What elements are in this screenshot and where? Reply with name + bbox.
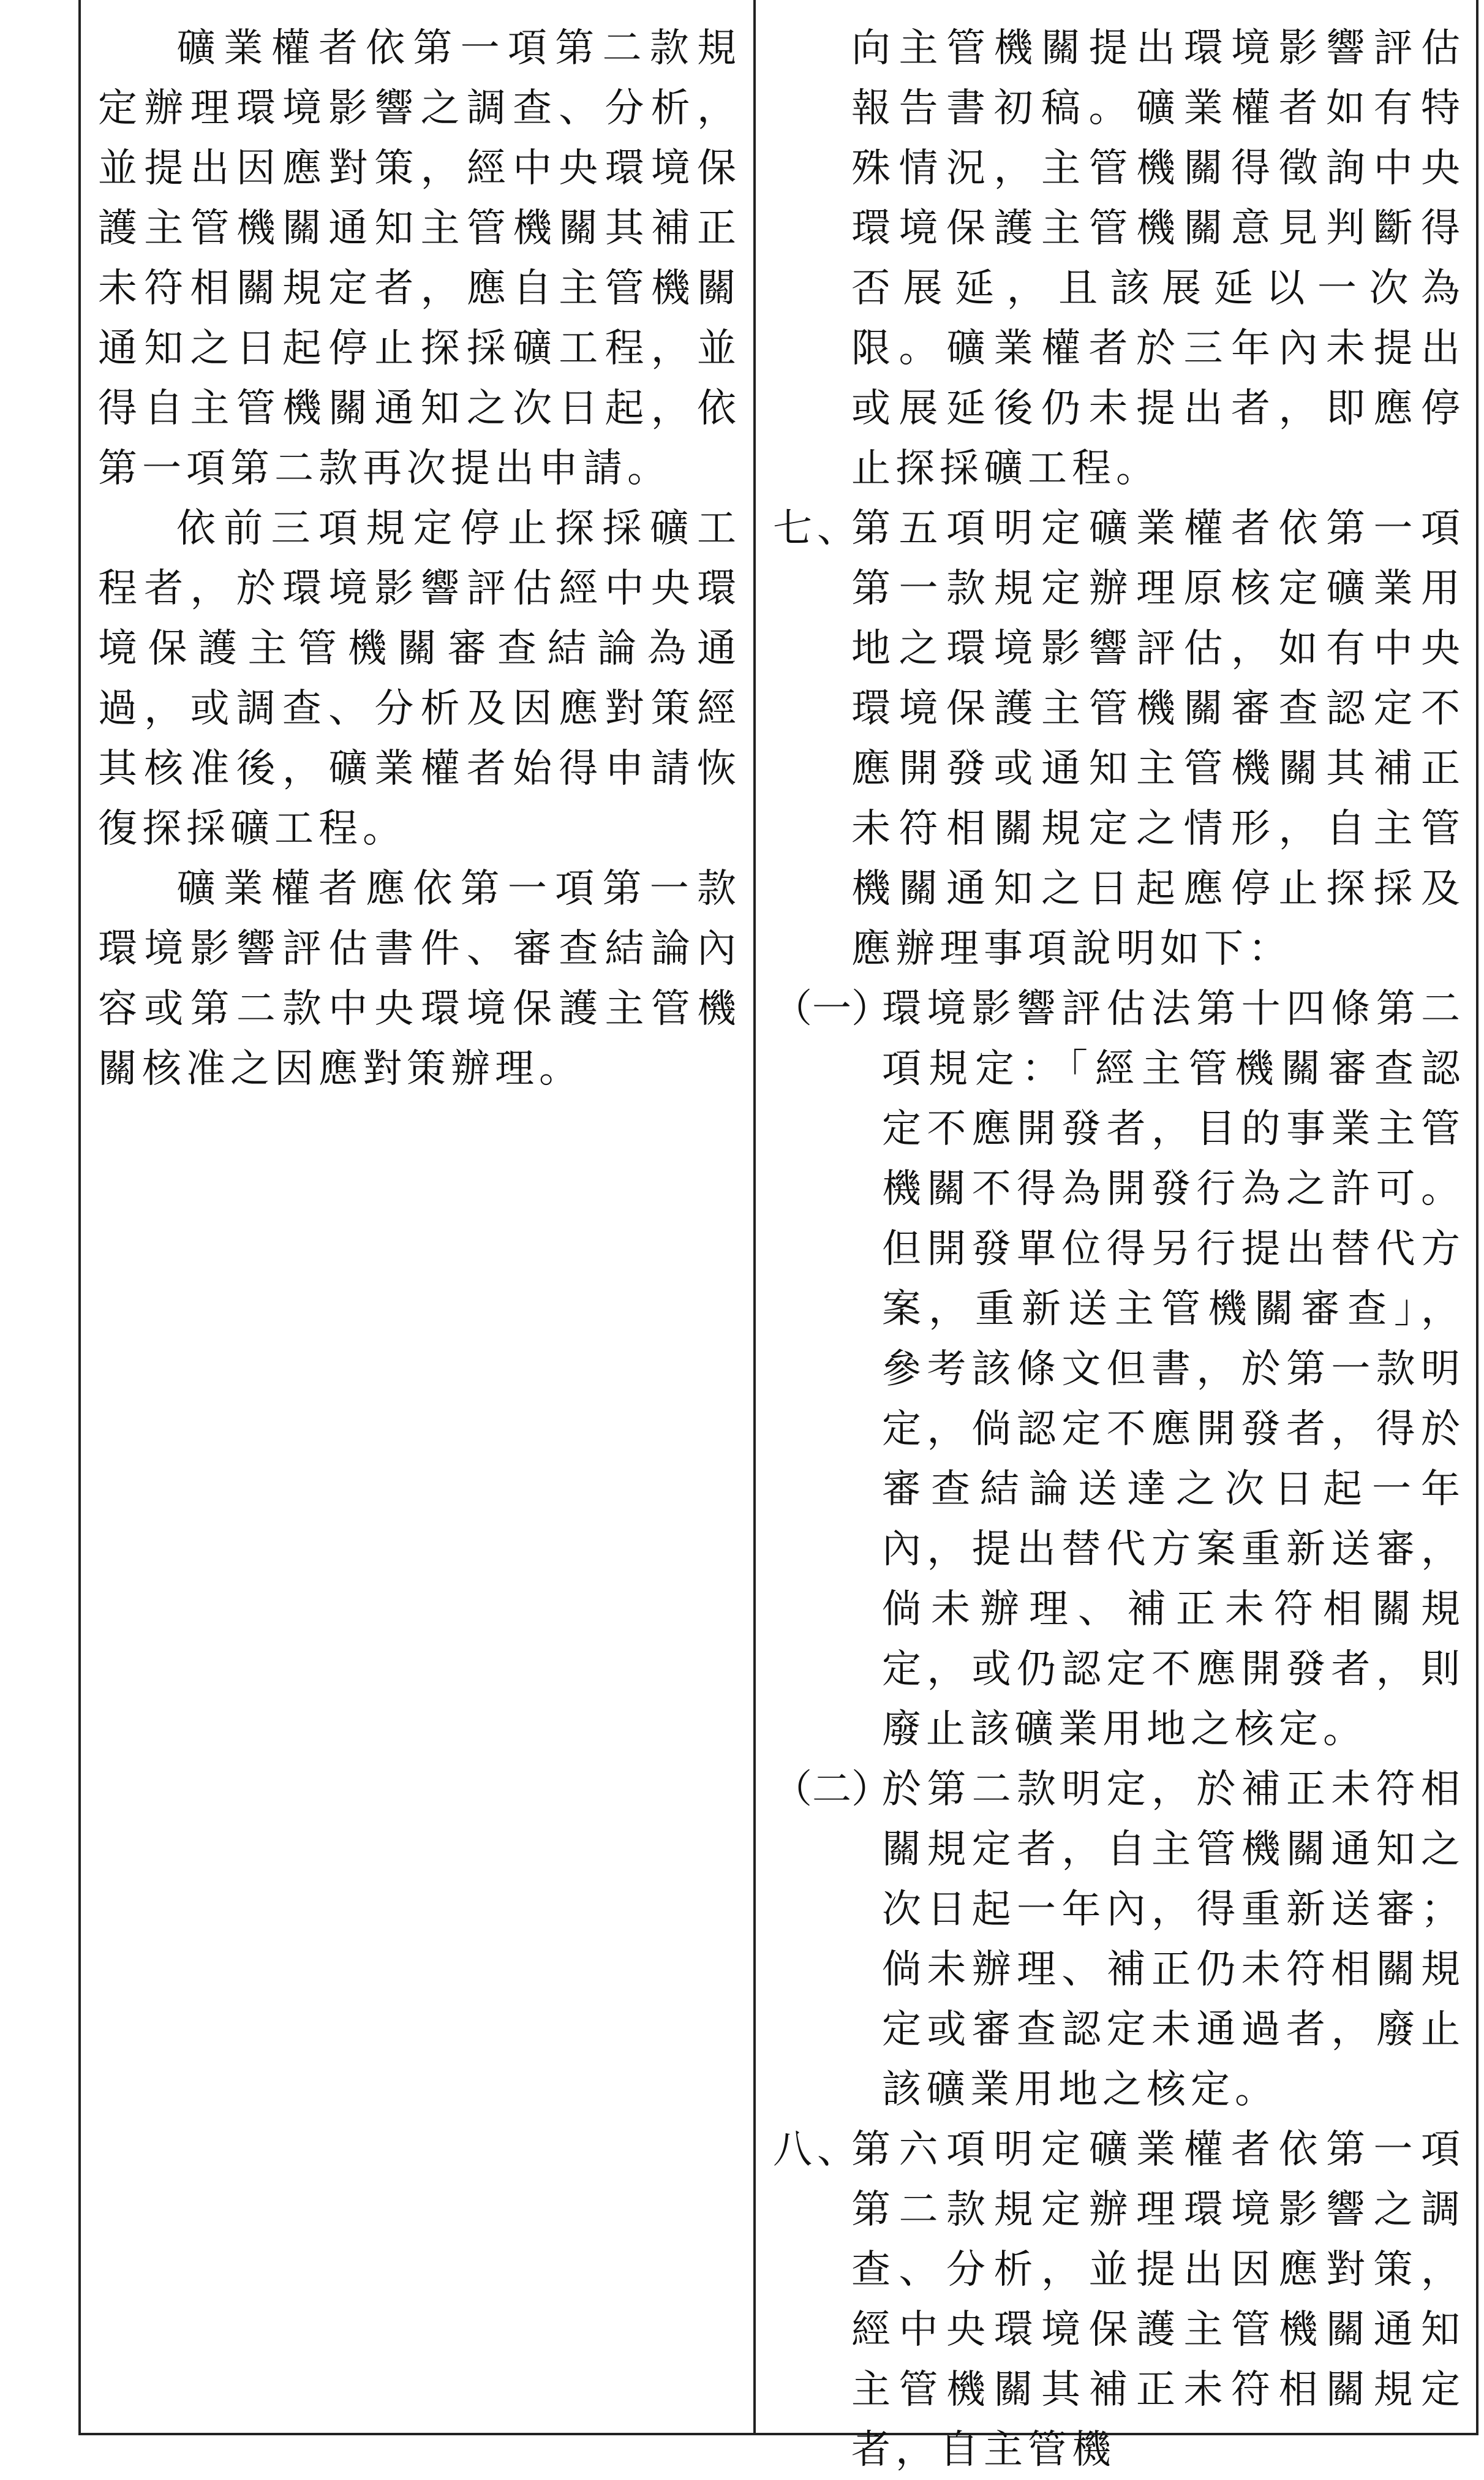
- right-column: [773, 18, 1465, 2480]
- subitem-2-marker: （二）: [773, 1767, 891, 1812]
- column-divider: [753, 0, 756, 2435]
- subitem-1: [773, 979, 1465, 1760]
- left-column: [98, 18, 741, 1099]
- subitem-2-text: 於第二款明定，於補正未符相關規定者，自主管機關通知之次日起一年內，得重新送審；倘未辦理、補正仍未符相關規定或審查認定未通過者，廢止該礦業用地之核定。: [882, 1767, 1465, 2112]
- item-8-text: 第六項明定礦業權者依第一項第二款規定辦理環境影響之調查、分析，並提出因應對策，經中央環境保護主管機關通知主管機關其補正未符相關規定者，自主管機: [851, 2127, 1465, 2473]
- left-paragraph-2: 依前三項規定停止探採礦工程者，於環境影響評估經中央環境保護主管機關審查結論為通過，或調查、分析及因應對策經其核准後，礦業權者始得申請恢復探採礦工程。: [98, 506, 741, 852]
- item-8-marker: 八、: [773, 2127, 861, 2172]
- item-7-marker: 七、: [773, 506, 861, 551]
- subitem-1-text: 環境影響評估法第十四條第二項規定：「經主管機關審查認定不應開發者，目的事業主管機關不得為開發行為之許可。但開發單位得另行提出替代方案，重新送主管機關審查」，參考該條文但書，於第一款明定，倘認定不應開發者，得於審查結論送達之次日起一年內，提出替代方案重新送審，倘未辦理、補正未符相關規定，或仍認定不應開發者，則廢止該礦業用地之核定。: [882, 986, 1465, 1752]
- item-7: [773, 499, 1465, 979]
- right-continuation-text: 向主管機關提出環境影響評估報告書初稿。礦業權者如有特殊情況，主管機關得徵詢中央環境保護主管機關意見判斷得否展延，且該展延以一次為限。礦業權者於三年內未提出或展延後仍未提出者，即應停止探採礦工程。: [851, 26, 1465, 491]
- left-paragraph-1: 礦業權者依第一項第二款規定辦理環境影響之調查、分析，並提出因應對策，經中央環境保護主管機關通知主管機關其補正未符相關規定者，應自主管機關通知之日起停止探採礦工程，並得自主管機關通知之次日起，依第一項第二款再次提出申請。: [98, 26, 741, 491]
- item-8: [773, 2120, 1465, 2480]
- subitem-1-marker: （一）: [773, 986, 891, 1032]
- left-paragraph-3: 礦業權者應依第一項第一款環境影響評估書件、審查結論內容或第二款中央環境保護主管機關核准之因應對策辦理。: [98, 866, 741, 1092]
- subitem-2: [773, 1760, 1465, 2120]
- item-7-text: 第五項明定礦業權者依第一項第一款規定辦理原核定礦業用地之環境影響評估，如有中央環境保護主管機關審查認定不應開發或通知主管機關其補正未符相關規定之情形，自主管機關通知之日起應停止探採及應辦理事項說明如下：: [851, 506, 1465, 972]
